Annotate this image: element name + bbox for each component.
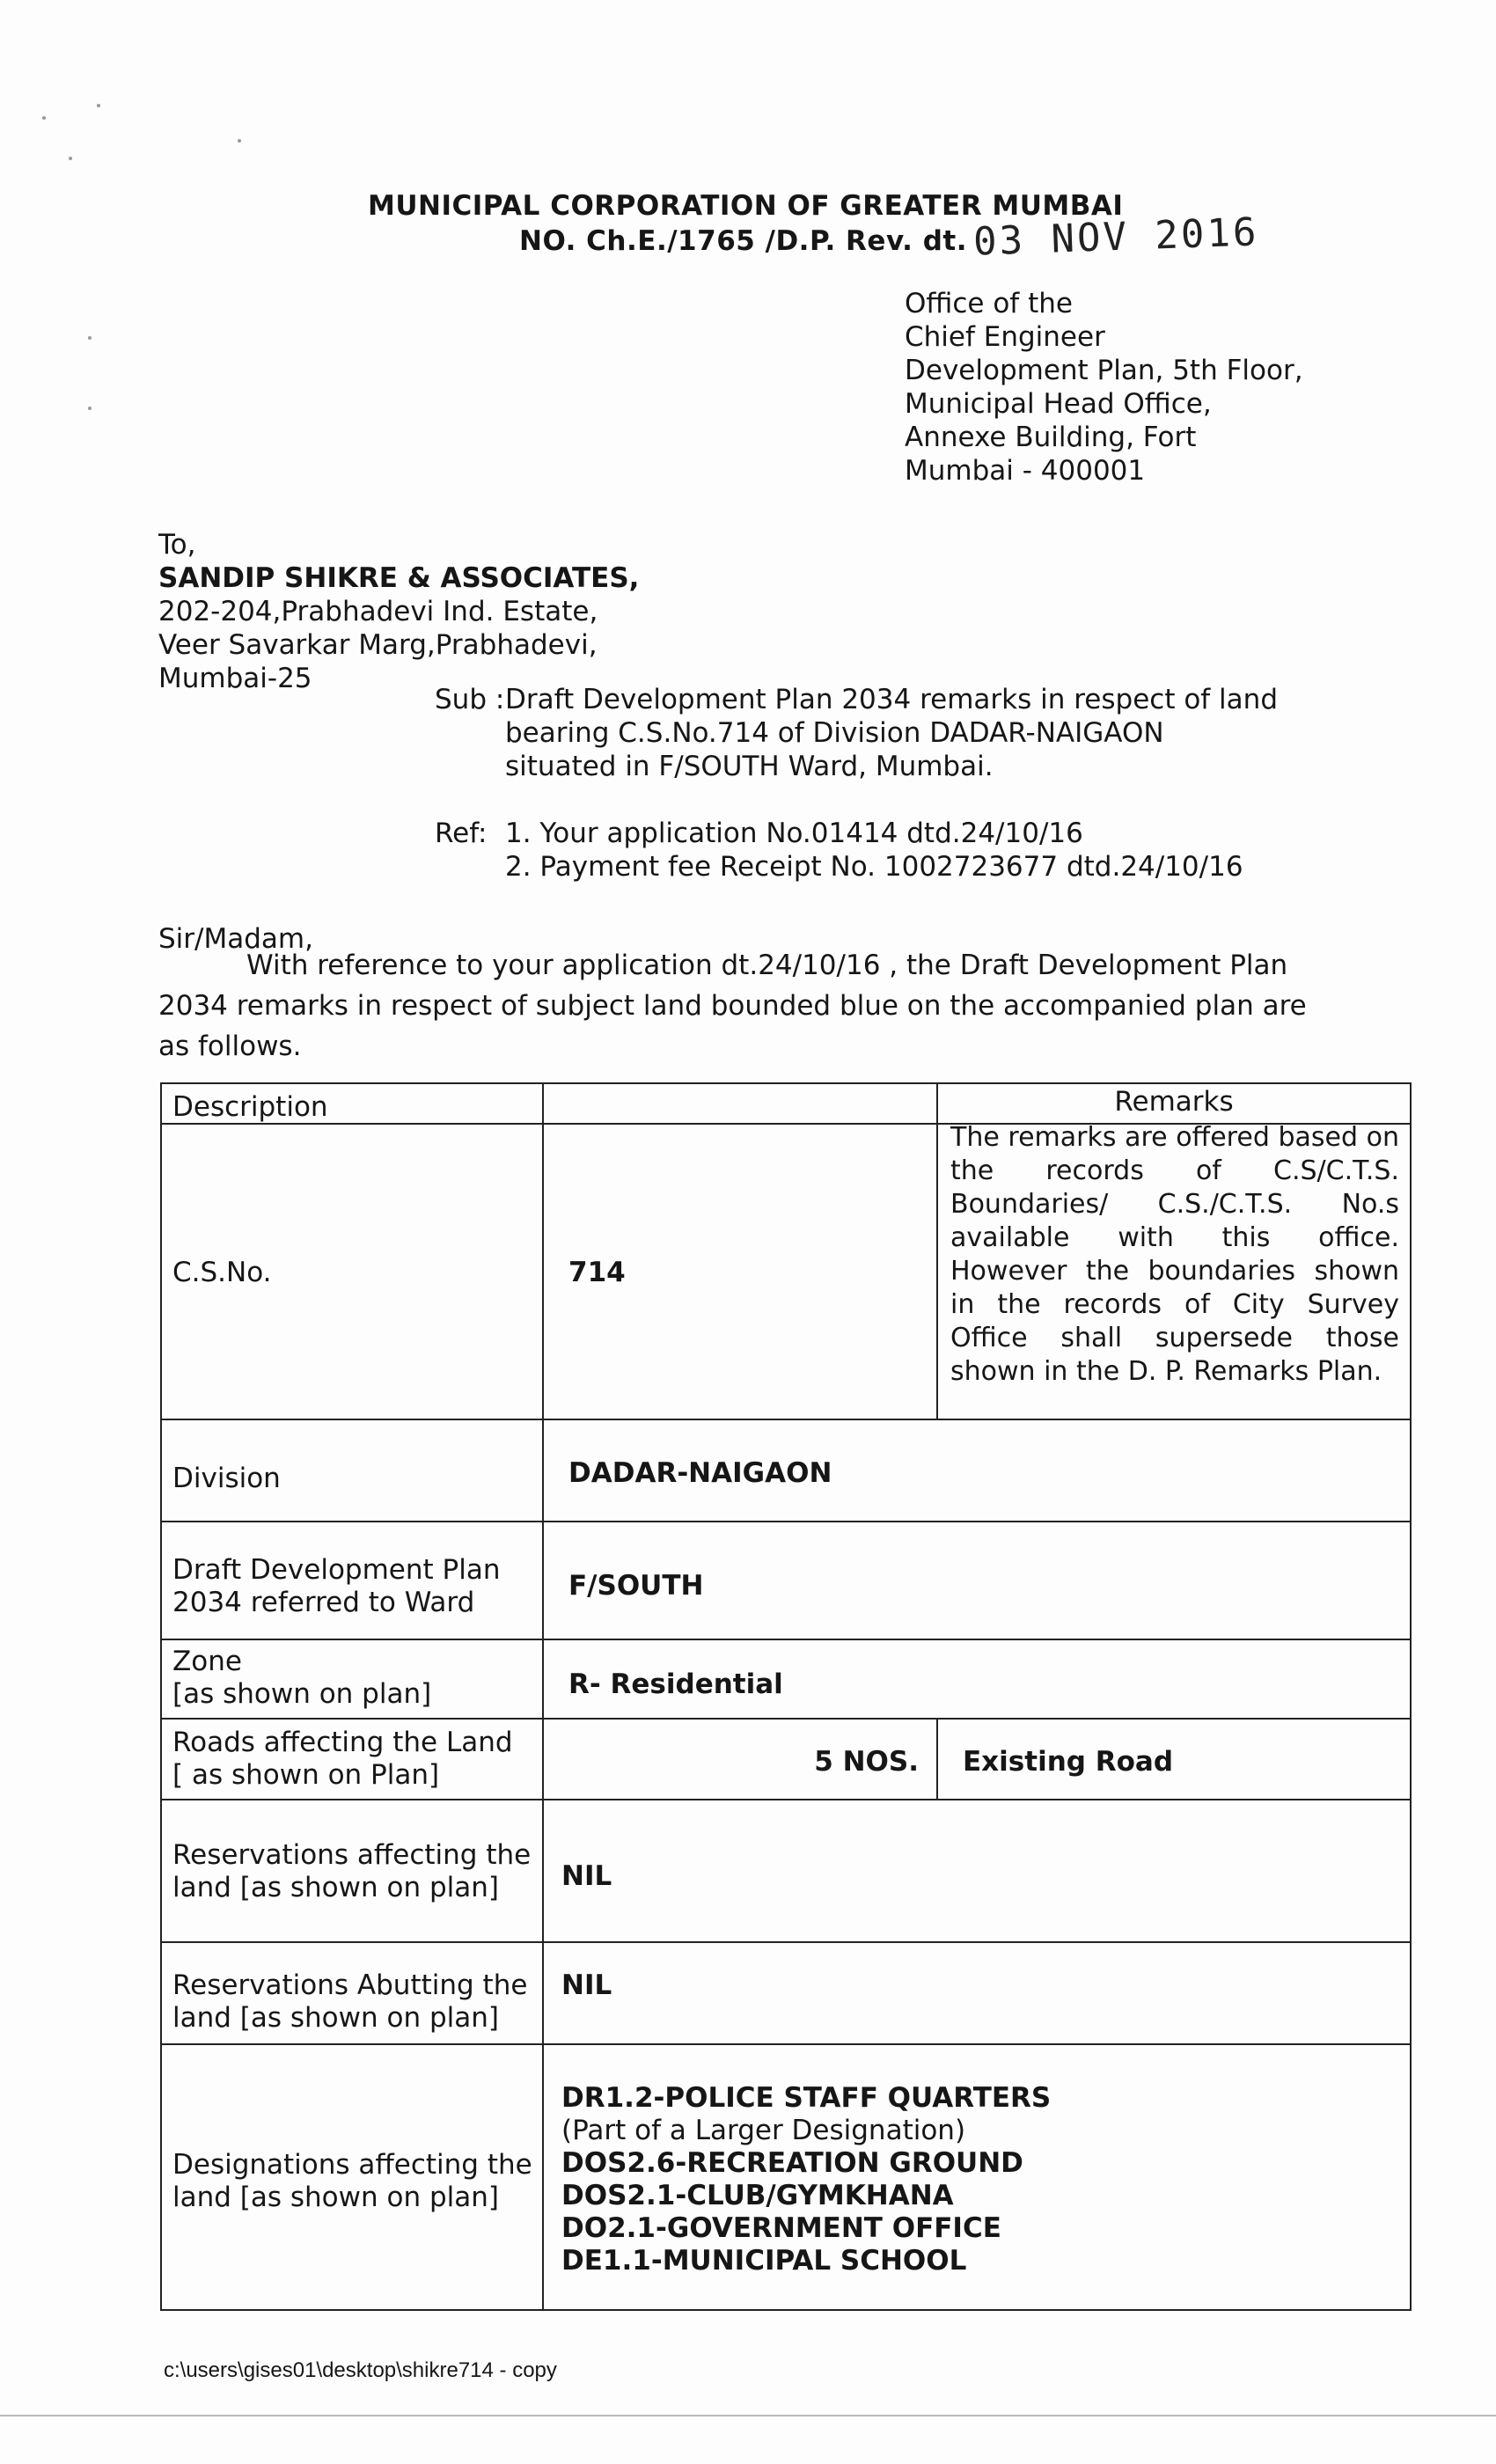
scan-speck	[97, 104, 100, 107]
header-description: Description	[172, 1091, 328, 1123]
address-line: Office of the	[905, 288, 1073, 319]
ward-value: F/SOUTH	[568, 1570, 704, 1602]
reference-list	[505, 817, 1243, 884]
roads-label-line: Roads affecting the Land	[172, 1727, 513, 1758]
scan-speck	[69, 157, 72, 160]
reservations-abutting-label	[172, 1969, 527, 2035]
cs-no-value: 714	[568, 1257, 626, 1288]
roads-label	[172, 1727, 513, 1792]
column-divider	[936, 1082, 938, 1419]
designation-item: DR1.2-POLICE STAFF QUARTERS	[561, 2082, 1052, 2114]
date-stamp: 03 NOV 2016	[972, 209, 1260, 265]
reservations-affecting-label-line: Reservations affecting the	[172, 1839, 532, 1871]
designation-item: DE1.1-MUNICIPAL SCHOOL	[561, 2245, 967, 2277]
zone-label-line: [as shown on plan]	[172, 1678, 432, 1710]
footer-file-path: c:\users\gises01\desktop\shikre714 - copy	[164, 2358, 557, 2382]
row-divider	[160, 2043, 1412, 2045]
scan-speck	[42, 116, 46, 120]
salutation: Sir/Madam,	[158, 923, 313, 955]
designations-label	[172, 2149, 532, 2214]
reference-item: 2. Payment fee Receipt No. 1002723677 dtd.24/10/16	[505, 851, 1243, 883]
recipient-to: To,	[158, 529, 196, 561]
row-divider	[160, 1718, 1412, 1720]
reference-number: NO. Ch.E./1765 /D.P. Rev. dt.	[519, 225, 967, 257]
subject-label: Sub :	[435, 684, 505, 715]
designations-list	[561, 2082, 1051, 2277]
ward-label-line: Draft Development Plan	[172, 1554, 501, 1586]
reservations-affecting-value: NIL	[561, 1860, 612, 1892]
designations-label-line: Designations affecting the	[172, 2149, 532, 2181]
reference-label: Ref:	[435, 818, 488, 849]
subject-line: bearing C.S.No.714 of Division DADAR-NAIGAON	[505, 717, 1164, 749]
reservations-abutting-label-line: Reservations Abutting the	[172, 1969, 528, 2001]
division-label: Division	[172, 1463, 281, 1494]
page-edge-rule	[0, 2415, 1496, 2416]
ward-label-line: 2034 referred to Ward	[172, 1587, 475, 1618]
body-paragraph: With reference to your application dt.24/10/16 , the Draft Development Plan 2034 remarks in respect of subject land bounded blue on the accompanied plan are as follows.	[158, 950, 1307, 1062]
division-value: DADAR-NAIGAON	[568, 1457, 832, 1489]
subject-line: Draft Development Plan 2034 remarks in respect of land	[505, 684, 1278, 715]
scan-speck	[88, 336, 92, 340]
address-line: Annexe Building, Fort	[905, 422, 1197, 453]
organization-name: MUNICIPAL CORPORATION OF GREATER MUMBAI	[368, 190, 1124, 222]
designations-label-line: land [as shown on plan]	[172, 2182, 500, 2213]
roads-count: 5 NOS.	[814, 1746, 919, 1778]
designation-note: (Part of a Larger Designation)	[561, 2115, 966, 2146]
office-address	[905, 287, 1303, 488]
roads-type: Existing Road	[963, 1746, 1174, 1778]
subject-line: situated in F/SOUTH Ward, Mumbai.	[505, 751, 994, 782]
recipient-block	[158, 528, 639, 695]
zone-label	[172, 1646, 431, 1711]
row-divider	[160, 1941, 1412, 1943]
row-divider	[160, 1799, 1412, 1800]
reservations-affecting-label	[172, 1839, 531, 1904]
reference-item: 1. Your application No.01414 dtd.24/10/16	[505, 818, 1083, 849]
header-remarks: Remarks	[1114, 1086, 1234, 1118]
roads-label-line: [ as shown on Plan]	[172, 1759, 440, 1791]
reservations-abutting-value: NIL	[561, 1969, 612, 2001]
cs-no-label: C.S.No.	[172, 1257, 272, 1288]
recipient-name: SANDIP SHIKRE & ASSOCIATES,	[158, 562, 640, 594]
zone-label-line: Zone	[172, 1646, 242, 1677]
ward-label	[172, 1554, 500, 1619]
scan-speck	[238, 139, 241, 143]
row-divider	[160, 1521, 1412, 1522]
subject-text	[505, 683, 1278, 783]
scan-speck	[88, 407, 92, 410]
designation-item: DOS2.1-CLUB/GYMKHANA	[561, 2180, 954, 2211]
column-divider	[542, 1082, 544, 2311]
recipient-address-line: 202-204,Prabhadevi Ind. Estate,	[158, 596, 598, 627]
designation-item: DOS2.6-RECREATION GROUND	[561, 2147, 1023, 2179]
row-divider	[160, 1639, 1412, 1640]
reservations-abutting-label-line: land [as shown on plan]	[172, 2002, 500, 2034]
address-line: Development Plan, 5th Floor,	[905, 355, 1303, 386]
column-divider	[936, 1718, 938, 1799]
recipient-address-line: Veer Savarkar Marg,Prabhadevi,	[158, 629, 598, 661]
row-divider	[160, 1419, 1412, 1420]
address-line: Chief Engineer	[905, 321, 1105, 353]
reservations-affecting-label-line: land [as shown on plan]	[172, 1872, 500, 1903]
recipient-address-line: Mumbai-25	[158, 663, 312, 694]
zone-value: R- Residential	[568, 1668, 783, 1700]
address-line: Municipal Head Office,	[905, 388, 1212, 420]
cs-no-remarks: The remarks are offered based on the records of C.S/C.T.S. Boundaries/ C.S./C.T.S. No.s available with this office. However the boundaries shown in the records of City Survey Office shall supersede those shown in the D. P. Remarks Plan.	[950, 1122, 1399, 1387]
designation-item: DO2.1-GOVERNMENT OFFICE	[561, 2212, 1001, 2244]
address-line: Mumbai - 400001	[905, 455, 1146, 487]
